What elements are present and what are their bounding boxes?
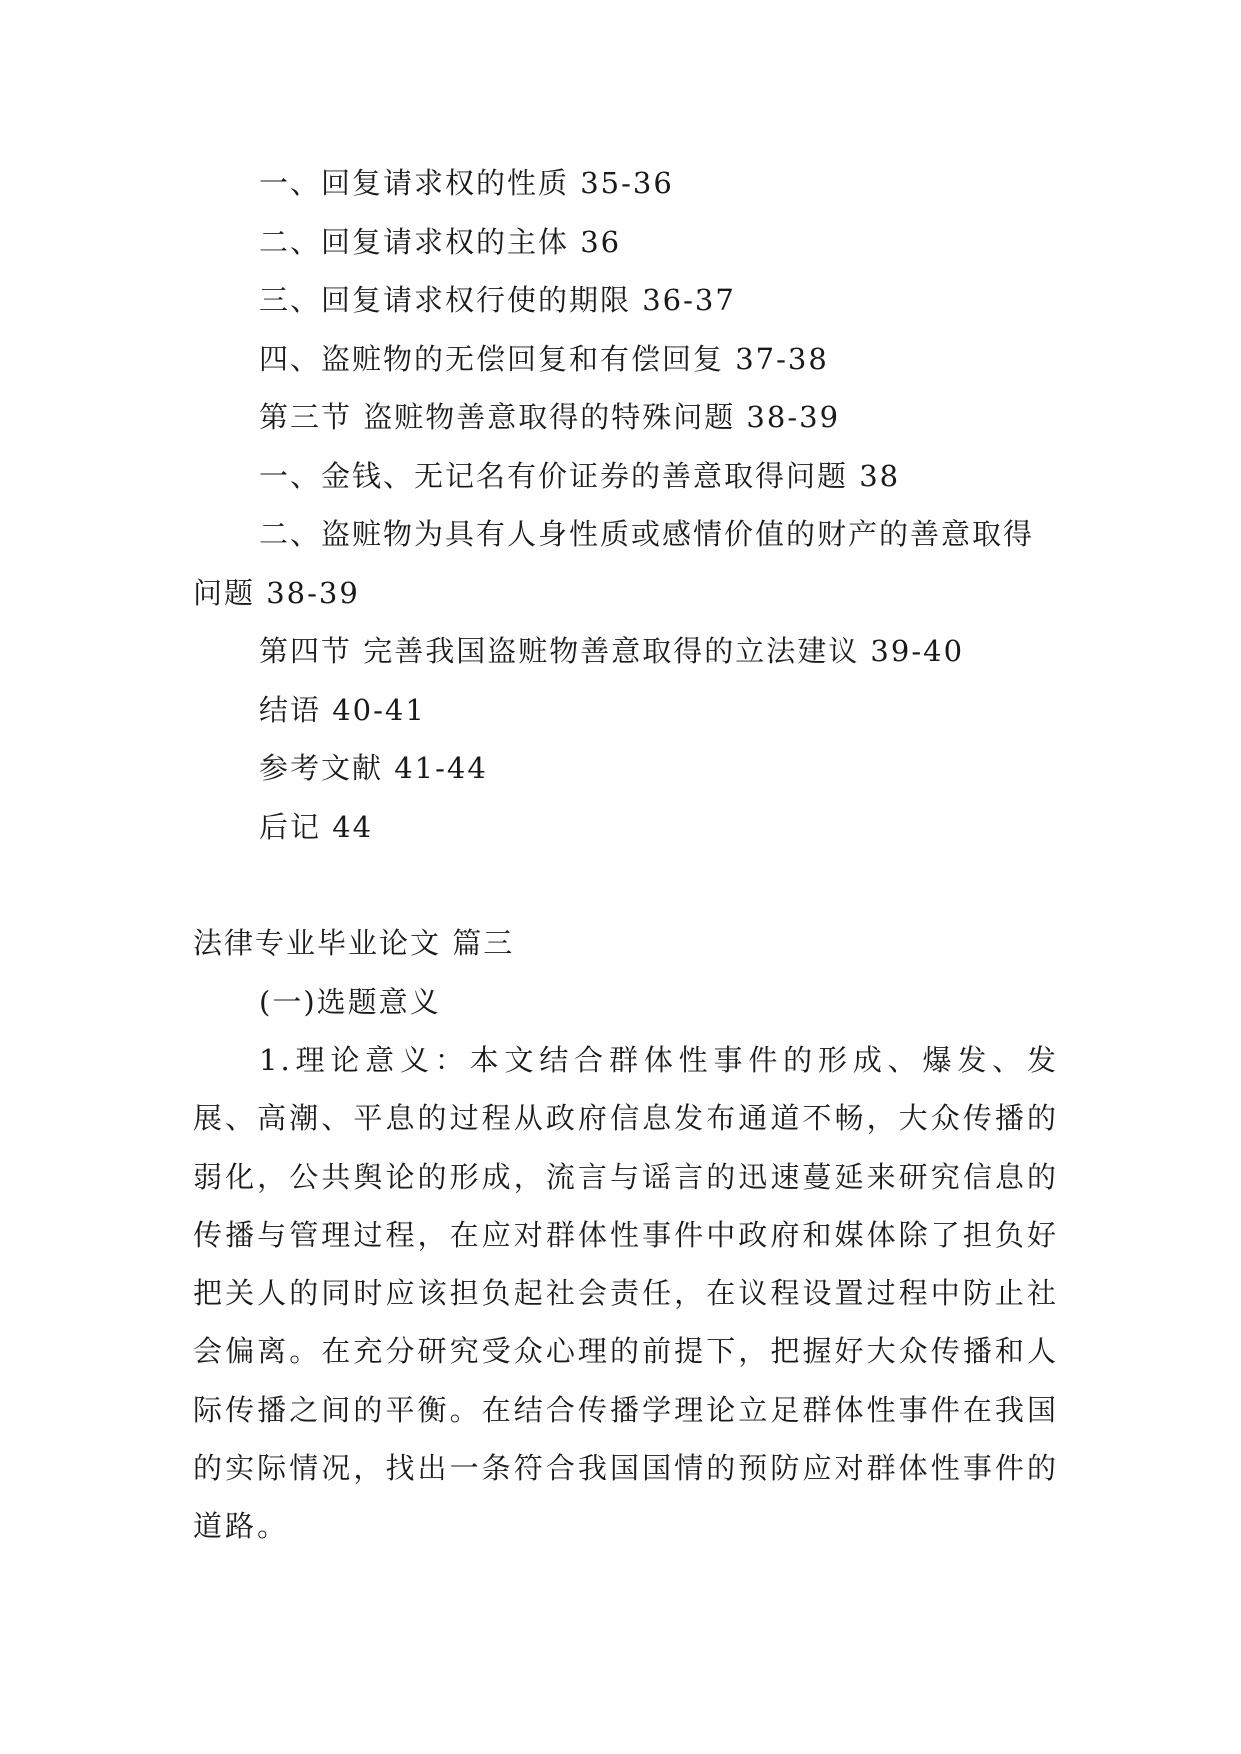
toc-entry: 参考文献 41-44 [259, 751, 488, 785]
toc-entry: 后记 44 [259, 809, 374, 844]
toc-entry: 三、回复请求权行使的期限 36-37 [259, 283, 736, 317]
essay-section [193, 914, 1059, 1556]
toc-entry: 结语 40-41 [259, 692, 426, 727]
section-subheading: (一)选题意义 [259, 984, 441, 1019]
section-heading: 法律专业毕业论文 篇三 [193, 926, 515, 960]
toc-entry: 二、回复请求权的主体 36 [259, 224, 622, 259]
toc-entry: 第四节 完善我国盗赃物善意取得的立法建议 39-40 [259, 634, 965, 668]
toc-entry: 一、金钱、无记名有价证券的善意取得问题 38 [259, 458, 901, 493]
toc-entry: 四、盗赃物的无偿回复和有偿回复 37-38 [259, 341, 829, 376]
toc-entry: 第三节 盗赃物善意取得的特殊问题 38-39 [259, 400, 841, 434]
body-paragraph: 1.理论意义：本文结合群体性事件的形成、爆发、发展、高潮、平息的过程从政府信息发布通道不畅，大众传播的弱化，公共舆论的形成，流言与谣言的迅速蔓延来研究信息的传播与管理过程，在应对群体性事件中政府和媒体除了担负好把关人的同时应该担负起社会责任，在议程设置过程中防止社会偏离。在充分研究受众心理的前提下，把握好大众传播和人际传播之间的平衡。在结合传播学理论立足群体性事件在我国的实际情况，找出一条符合我国国情的预防应对群体性事件的道路。 [193, 1043, 1059, 1544]
table-of-contents [193, 154, 1059, 856]
toc-entry: 一、回复请求权的性质 35-36 [259, 166, 674, 200]
toc-entry: 二、盗赃物为具有人身性质或感情价值的财产的善意取得问题 38-39 [193, 517, 1035, 610]
